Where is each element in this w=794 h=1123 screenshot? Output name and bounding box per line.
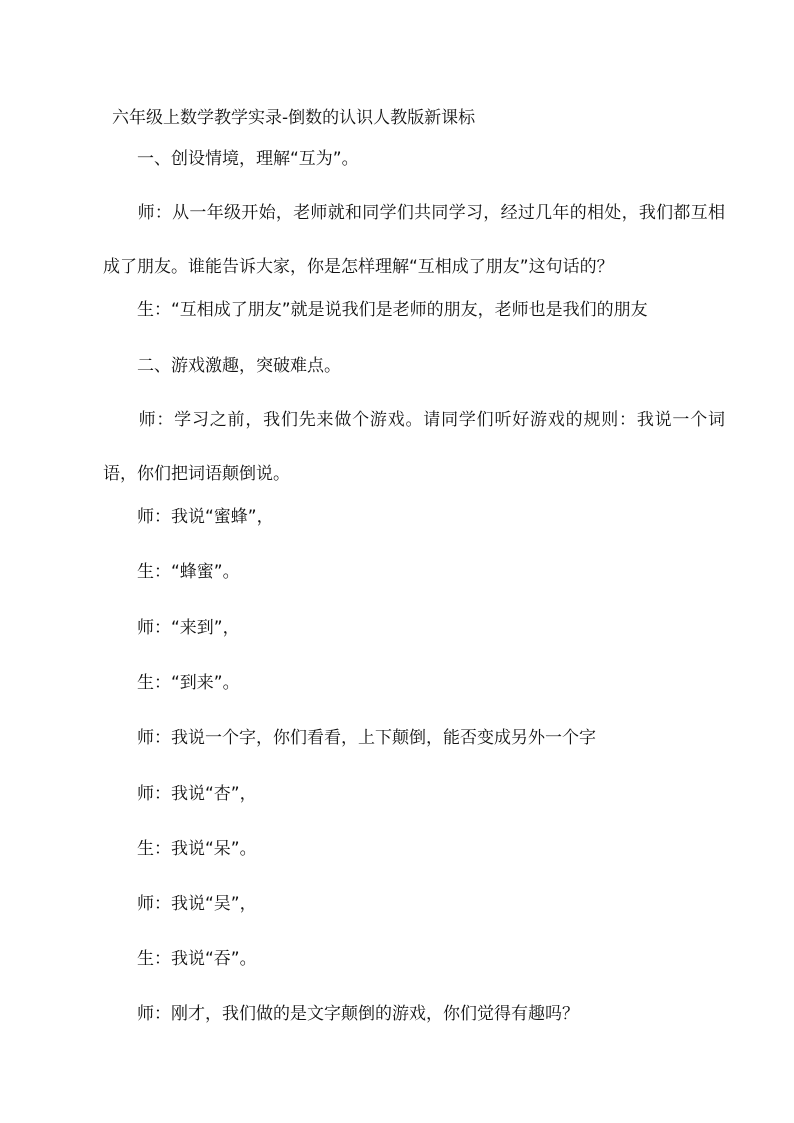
- paragraph-11: 师：我说“杏”，: [103, 784, 257, 804]
- paragraph-10: 师：我说一个字，你们看看，上下颠倒，能否变成另外一个字: [103, 728, 596, 748]
- paragraph-9: 生：“到来”。: [103, 673, 240, 693]
- paragraph-6: 师：我说“蜜蜂”，: [103, 507, 274, 527]
- paragraph-4: 二、游戏激趣，突破难点。: [103, 356, 341, 376]
- paragraph-12: 生：我说“呆”。: [103, 839, 257, 859]
- paragraph-15: 师：刚才，我们做的是文字颠倒的游戏，你们觉得有趣吗？: [103, 1004, 579, 1024]
- paragraph-3: 生：“互相成了朋友”就是说我们是老师的朋友，老师也是我们的朋友: [103, 300, 648, 320]
- paragraph-1: 一、创设情境，理解“互为”。: [103, 149, 359, 169]
- document-title: 六年级上数学教学实录-倒数的认识人教版新课标: [112, 108, 476, 128]
- paragraph-7: 生：“蜂蜜”。: [103, 562, 240, 582]
- paragraph-14: 生：我说“吞”。: [103, 949, 257, 969]
- paragraph-5: 师：学习之前，我们先来做个游戏。请同学们听好游戏的规则：我说一个词语，你们把词语颠倒说。: [103, 410, 725, 484]
- paragraph-13: 师：我说“吴”，: [103, 894, 257, 914]
- paragraph-8: 师：“来到”，: [103, 618, 240, 638]
- paragraph-2: 师：从一年级开始，老师就和同学们共同学习，经过几年的相处，我们都互相成了朋友。谁能告诉大家，你是怎样理解“互相成了朋友”这句话的？: [103, 203, 725, 277]
